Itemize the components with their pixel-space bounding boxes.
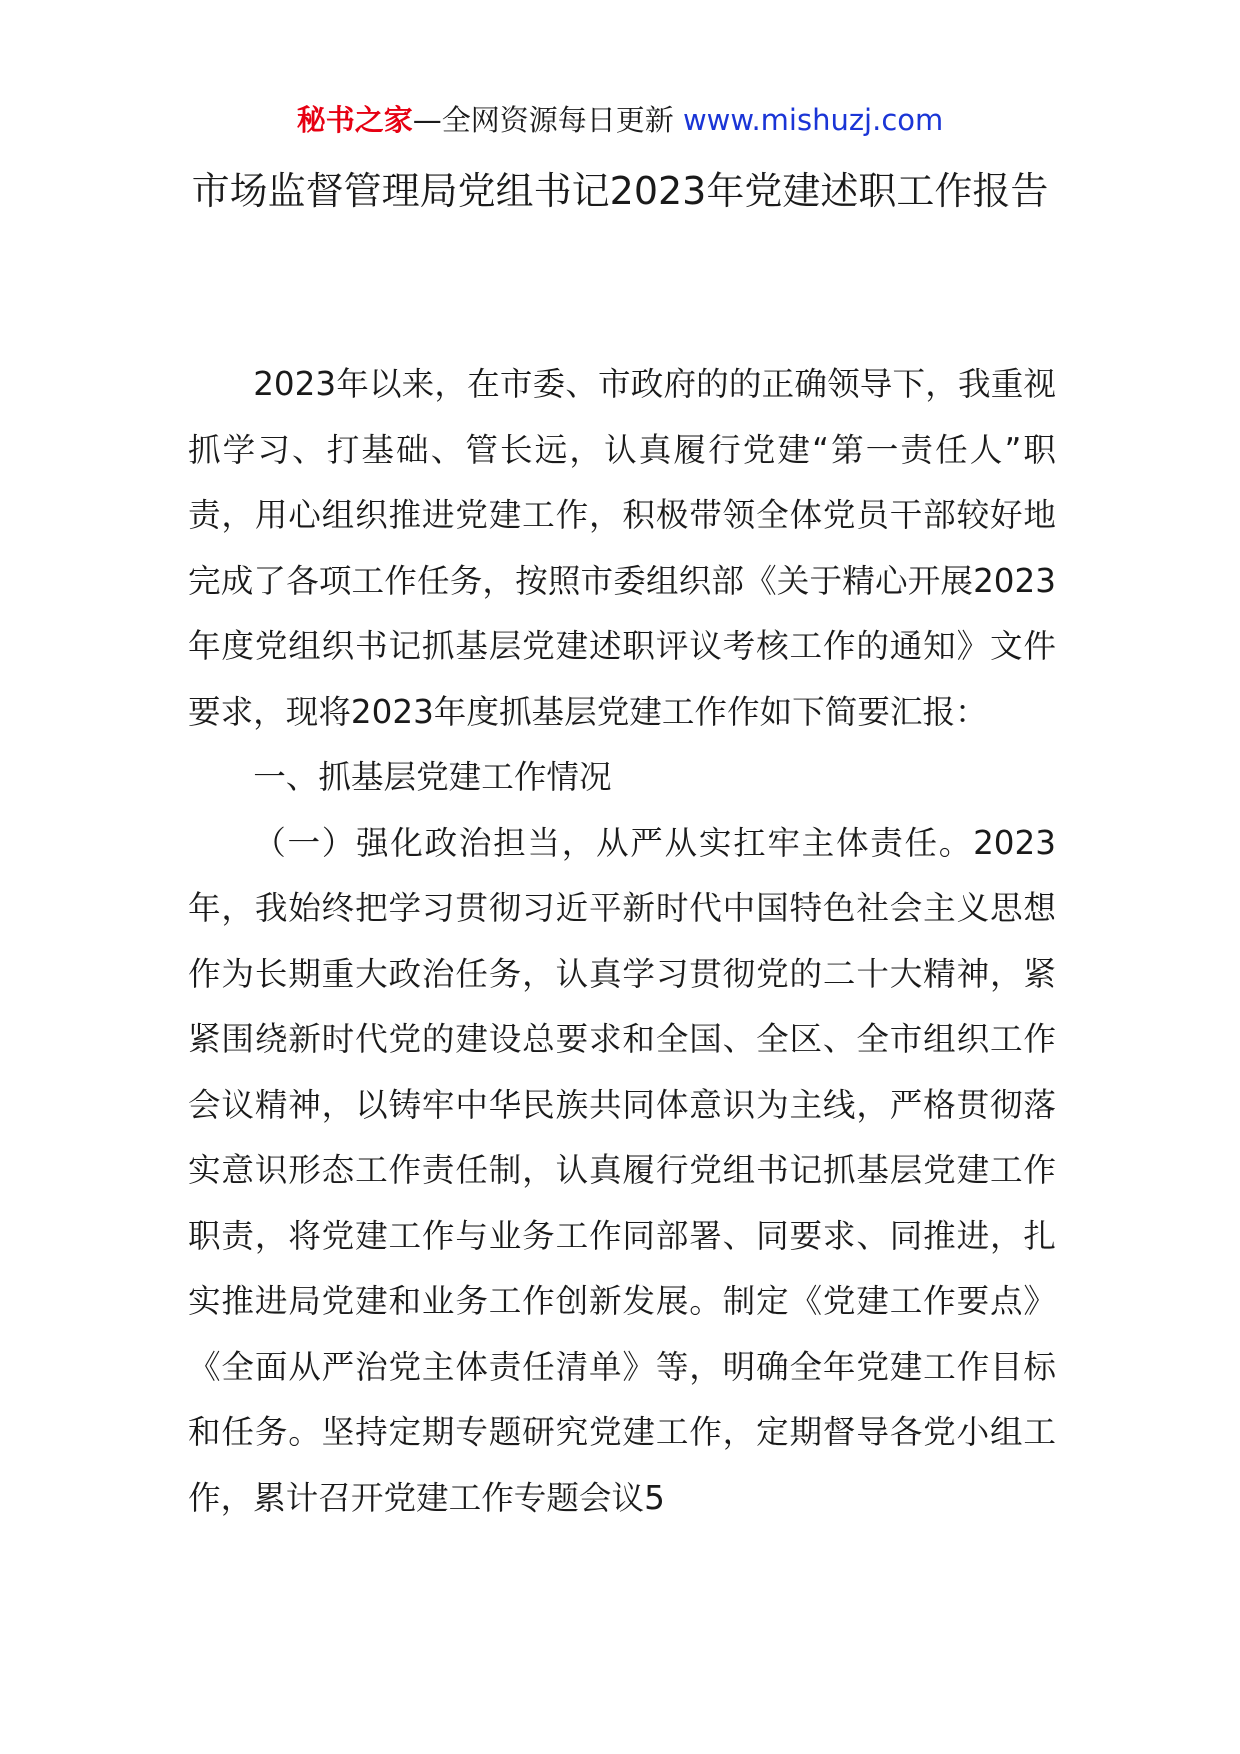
- header-tagline: 全网资源每日更新: [441, 103, 674, 137]
- header-dash: —: [412, 103, 442, 137]
- document-body: [188, 352, 1056, 1531]
- paragraph-intro: 2023年以来，在市委、市政府的的正确领导下，我重视抓学习、打基础、管长远，认真履行党建“第一责任人”职责，用心组织推进党建工作，积极带领全体党员干部较好地完成了各项工作任务，按照市委组织部《关于精心开展2023年度党组织书记抓基层党建述职评议考核工作的通知》文件要求，现将2023年度抓基层党建工作作如下简要汇报：: [188, 365, 1056, 731]
- paragraph-section-1: （一）强化政治担当，从严从实扛牢主体责任。2023年，我始终把学习贯彻习近平新时代中国特色社会主义思想作为长期重大政治任务，认真学习贯彻党的二十大精神，紧紧围绕新时代党的建设总要求和全国、全区、全市组织工作会议精神，以铸牢中华民族共同体意识为主线，严格贯彻落实意识形态工作责任制，认真履行党组书记抓基层党建工作职责，将党建工作与业务工作同部署、同要求、同推进，扎实推进局党建和业务工作创新发展。制定《党建工作要点》《全面从严治党主体责任清单》等，明确全年党建工作目标和任务。坚持定期专题研究党建工作，定期督导各党小组工作，累计召开党建工作专题会议5: [188, 823, 1056, 1517]
- header-site-link[interactable]: www.mishuzj.com: [682, 103, 944, 137]
- document-title: 市场监督管理局党组书记2023年党建述职工作报告: [191, 169, 1049, 213]
- section-heading: 一、抓基层党建工作情况: [253, 758, 612, 796]
- watermark-header: [0, 100, 1240, 140]
- brand-name: 秘书之家: [296, 103, 413, 137]
